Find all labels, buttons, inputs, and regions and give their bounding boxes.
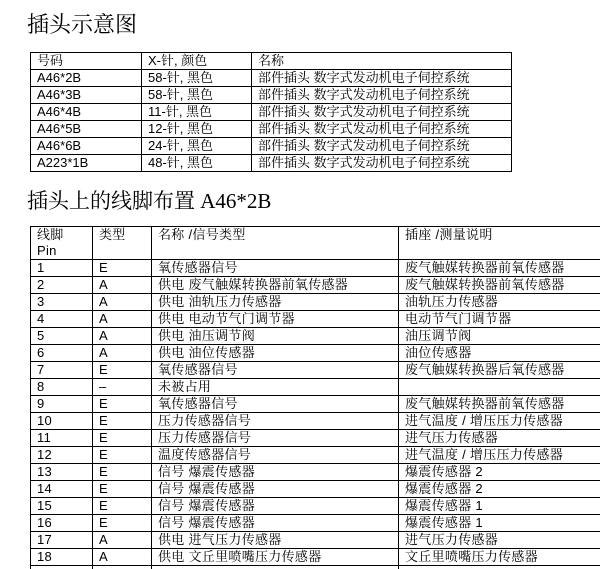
signal-name-cell: 信号 爆震传感器 [151,463,398,480]
socket-cell: 废气触媒转换器前氧传感器 [398,276,600,293]
socket-cell: 爆震传感器 2 [398,463,600,480]
type-cell: E [92,514,151,531]
table-row [30,344,600,361]
socket-cell: 进气压力传感器 [398,531,600,548]
table-row [30,429,600,446]
signal-name-cell: 压力传感器信号 [151,412,398,429]
header-pin-label: 线脚 [37,227,64,242]
type-cell: A [92,531,151,548]
table-header-row [30,226,600,259]
description-cell: 部件插头 数字式发动机电子伺控系统 [251,154,512,171]
socket-cell: 爆震传感器 2 [398,480,600,497]
table-row [30,378,600,395]
table-row [30,497,600,514]
signal-name-cell: 供电 废气触媒转换器前氧传感器 [151,276,398,293]
pin-cell: 5 [30,327,92,344]
pin-cell: 15 [30,497,92,514]
table-row [30,412,600,429]
type-cell: A [92,344,151,361]
pin-cell: 11 [30,429,92,446]
header-part-number: 号码 [30,52,141,69]
type-cell: E [92,361,151,378]
description-cell: 部件插头 数字式发动机电子伺控系统 [251,137,512,154]
pin-cell: 2 [30,276,92,293]
header-type: 类型 [92,226,151,259]
socket-cell [398,378,600,395]
type-cell: E [92,429,151,446]
signal-name-cell: 氧传感器信号 [151,395,398,412]
table-row [30,120,512,137]
type-cell: A [92,310,151,327]
pin-cell: 9 [30,395,92,412]
type-cell [92,565,151,569]
signal-name-cell: 信号 爆震传感器 [151,497,398,514]
type-cell: A [92,548,151,565]
table-row [30,69,512,86]
socket-cell: 进气温度 / 增压压力传感器 [398,446,600,463]
pin-cell: 14 [30,480,92,497]
socket-cell: 进气温度 / 增压压力传感器 [398,412,600,429]
socket-cell: 废气触媒转换器后氧传感器 [398,361,600,378]
pin-cell: 7 [30,361,92,378]
pin-cell: 10 [30,412,92,429]
header-pins-color: X-针, 颜色 [141,52,251,69]
signal-name-cell: 未被占用 [151,378,398,395]
pins-color-cell: 58-针, 黑色 [141,86,251,103]
signal-name-cell: 供电 进气压力传感器 [151,531,398,548]
pins-color-cell: 12-针, 黑色 [141,120,251,137]
signal-name-cell: 供电 文丘里喷嘴压力传感器 [151,548,398,565]
signal-name-cell: 信号 爆震传感器 [151,480,398,497]
socket-cell [398,565,600,569]
table-row [30,446,600,463]
signal-name-cell: 供电 油位传感器 [151,344,398,361]
pins-color-cell: 48-针, 黑色 [141,154,251,171]
pin-cell: 18 [30,548,92,565]
header-signal-name: 名称 /信号类型 [151,226,398,259]
table-row [30,293,600,310]
signal-name-cell: 压力传感器信号 [151,429,398,446]
type-cell: E [92,497,151,514]
signal-name-cell [151,565,398,569]
table-row [30,310,600,327]
description-cell: 部件插头 数字式发动机电子伺控系统 [251,120,512,137]
table-row [30,86,512,103]
part-number-cell: A46*6B [30,137,141,154]
part-number-cell: A223*1B [30,154,141,171]
pin-cell: 6 [30,344,92,361]
header-socket: 插座 /测量说明 [398,226,600,259]
socket-cell: 文丘里喷嘴压力传感器 [398,548,600,565]
signal-name-cell: 供电 电动节气门调节器 [151,310,398,327]
part-number-cell: A46*2B [30,69,141,86]
table-row [30,327,600,344]
type-cell: E [92,463,151,480]
type-cell: – [92,378,151,395]
type-cell: E [92,480,151,497]
table-row [30,395,600,412]
header-pin-label-en: Pin [37,243,57,258]
page-title: 插头示意图 [27,12,138,37]
socket-cell: 电动节气门调节器 [398,310,600,327]
table-row [30,361,600,378]
pin-cell: 8 [30,378,92,395]
pins-color-cell: 58-针, 黑色 [141,69,251,86]
table-row [30,137,512,154]
type-cell: A [92,293,151,310]
table-row [30,103,512,120]
signal-name-cell: 供电 油压调节阀 [151,327,398,344]
table-row [30,480,600,497]
pin-cell [30,565,92,569]
signal-name-cell: 供电 油轨压力传感器 [151,293,398,310]
type-cell: E [92,259,151,276]
header-name: 名称 [251,52,512,69]
type-cell: E [92,395,151,412]
type-cell: E [92,412,151,429]
pinout-table [30,226,600,569]
description-cell: 部件插头 数字式发动机电子伺控系统 [251,103,512,120]
pin-cell: 12 [30,446,92,463]
pins-color-cell: 24-针, 黑色 [141,137,251,154]
table-header-row [30,52,512,69]
socket-cell: 油轨压力传感器 [398,293,600,310]
pin-cell: 4 [30,310,92,327]
table-row [30,154,512,171]
pin-cell: 1 [30,259,92,276]
signal-name-cell: 温度传感器信号 [151,446,398,463]
socket-cell: 油位传感器 [398,344,600,361]
socket-cell: 油压调节阀 [398,327,600,344]
part-number-cell: A46*3B [30,86,141,103]
pin-cell: 17 [30,531,92,548]
pin-cell: 16 [30,514,92,531]
signal-name-cell: 氧传感器信号 [151,259,398,276]
socket-cell: 爆震传感器 1 [398,497,600,514]
pin-cell: 13 [30,463,92,480]
section-heading: 插头上的线脚布置 A46*2B [27,189,272,213]
description-cell: 部件插头 数字式发动机电子伺控系统 [251,69,512,86]
type-cell: A [92,276,151,293]
socket-cell: 进气压力传感器 [398,429,600,446]
part-number-cell: A46*4B [30,103,141,120]
pin-cell: 3 [30,293,92,310]
signal-name-cell: 氧传感器信号 [151,361,398,378]
type-cell: A [92,327,151,344]
signal-name-cell: 信号 爆震传感器 [151,514,398,531]
table-row [30,531,600,548]
table-row [30,548,600,565]
table-row [30,463,600,480]
table-row [30,259,600,276]
socket-cell: 爆震传感器 1 [398,514,600,531]
connector-table [30,52,512,172]
part-number-cell: A46*5B [30,120,141,137]
table-row [30,514,600,531]
table-row [30,276,600,293]
pins-color-cell: 11-针, 黑色 [141,103,251,120]
table-row-partial [30,565,600,569]
socket-cell: 废气触媒转换器前氧传感器 [398,395,600,412]
type-cell: E [92,446,151,463]
socket-cell: 废气触媒转换器前氧传感器 [398,259,600,276]
header-pin [30,226,92,259]
description-cell: 部件插头 数字式发动机电子伺控系统 [251,86,512,103]
